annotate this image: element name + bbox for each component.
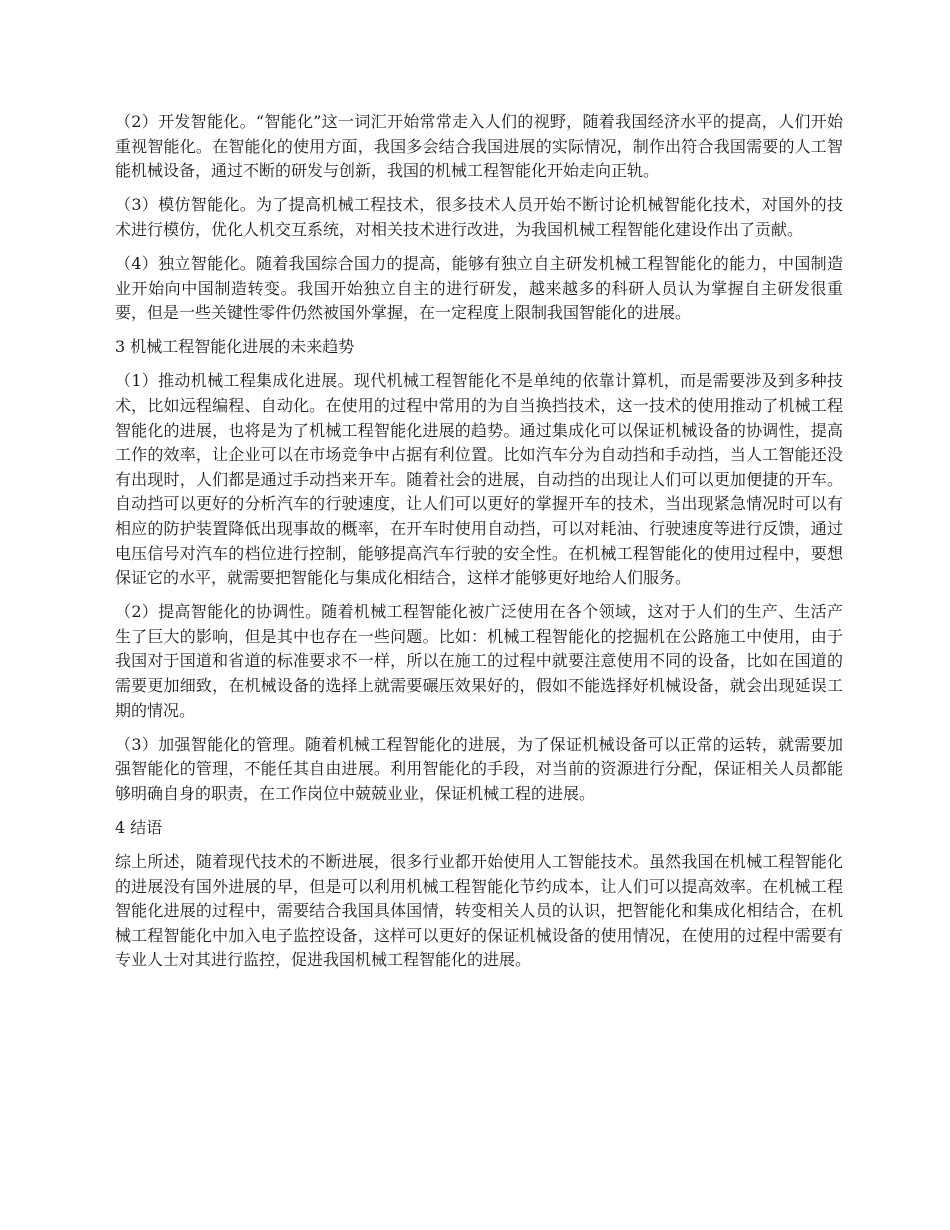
paragraph-independent-intelligence: （4）独立智能化。随着我国综合国力的提高，能够有独立自主研发机械工程智能化的能力，中国制造业开始向中国制造转变。我国开始独立自主的进行研发，越来越多的科研人员认为掌握自主研发很重要，但是一些关键性零件仍然被国外掌握，在一定程度上限制我国智能化的进展。 <box>115 253 843 323</box>
section-heading-future-trends: 3 机械工程智能化进展的未来趋势 <box>115 337 355 357</box>
paragraph-coordination: （2）提高智能化的协调性。随着机械工程智能化被广泛使用在各个领域，这对于人们的生产、生活产生了巨大的影响，但是其中也存在一些问题。比如：机械工程智能化的挖掘机在公路施工中使用，由于我国对于国道和省道的标准要求不一样，所以在施工的过程中就要注意使用不同的设备，比如在国道的需要更加细致，在机械设备的选择上就需要碾压效果好的，假如不能选择好机械设备，就会出现延误工期的情况。 <box>115 602 843 720</box>
document-page <box>115 110 843 983</box>
paragraph-imitation-intelligence: （3）模仿智能化。为了提高机械工程技术，很多技术人员开始不断讨论机械智能化技术，对国外的技术进行模仿，优化人机交互系统，对相关技术进行改进，为我国机械工程智能化建设作出了贡献。 <box>115 195 843 239</box>
paragraph-development-intelligence: （2）开发智能化。“智能化”这一词汇开始常常走入人们的视野，随着我国经济水平的提高，人们开始重视智能化。在智能化的使用方面，我国多会结合我国进展的实际情况，制作出符合我国需要的人工智能机械设备，通过不断的研发与创新，我国的机械工程智能化开始走向正轨。 <box>115 112 843 181</box>
paragraph-integration-progress: （1）推动机械工程集成化进展。现代机械工程智能化不是单纯的依靠计算机，而是需要涉及到多种技术，比如远程编程、自动化。在使用的过程中常用的为自当换挡技术，这一技术的使用推动了机械工程智能化的进展，也将是为了机械工程智能化进展的趋势。通过集成化可以保证机械设备的协调性，提高工作的效率，让企业可以在市场竞争中占据有利位置。比如汽车分为自动挡和手动挡，当人工智能还没有出现时，人们都是通过手动挡来开车。随着社会的进展，自动挡的出现让人们可以更加便捷的开车。自动挡可以更好的分析汽车的行驶速度，让人们可以更好的掌握开车的技术，当出现紧急情况时可以有相应的防护装置降低出现事故的概率，在开车时使用自动挡，可以对耗油、行驶速度等进行反馈，通过电压信号对汽车的档位进行控制，能够提高汽车行驶的安全性。在机械工程智能化的使用过程中，要想保证它的水平，就需要把智能化与集成化相结合，这样才能够更好地给人们服务。 <box>115 371 843 588</box>
section-heading-conclusion: 4 结语 <box>115 817 163 837</box>
paragraph-conclusion: 综上所述，随着现代技术的不断进展，很多行业都开始使用人工智能技术。虽然我国在机械工程智能化的进展没有国外进展的早，但是可以利用机械工程智能化节约成本，让人们可以提高效率。在机械工程智能化进展的过程中，需要结合我国具体国情，转变相关人员的认识，把智能化和集成化相结合，在机械工程智能化中加入电子监控设备，这样可以更好的保证机械设备的使用情况，在使用的过程中需要有专业人士对其进行监控，促进我国机械工程智能化的进展。 <box>115 852 843 970</box>
paragraph-management: （3）加强智能化的管理。随着机械工程智能化的进展，为了保证机械设备可以正常的运转，就需要加强智能化的管理，不能任其自由进展。利用智能化的手段，对当前的资源进行分配，保证相关人员都能够明确自身的职责，在工作岗位中兢兢业业，保证机械工程的进展。 <box>115 734 843 803</box>
